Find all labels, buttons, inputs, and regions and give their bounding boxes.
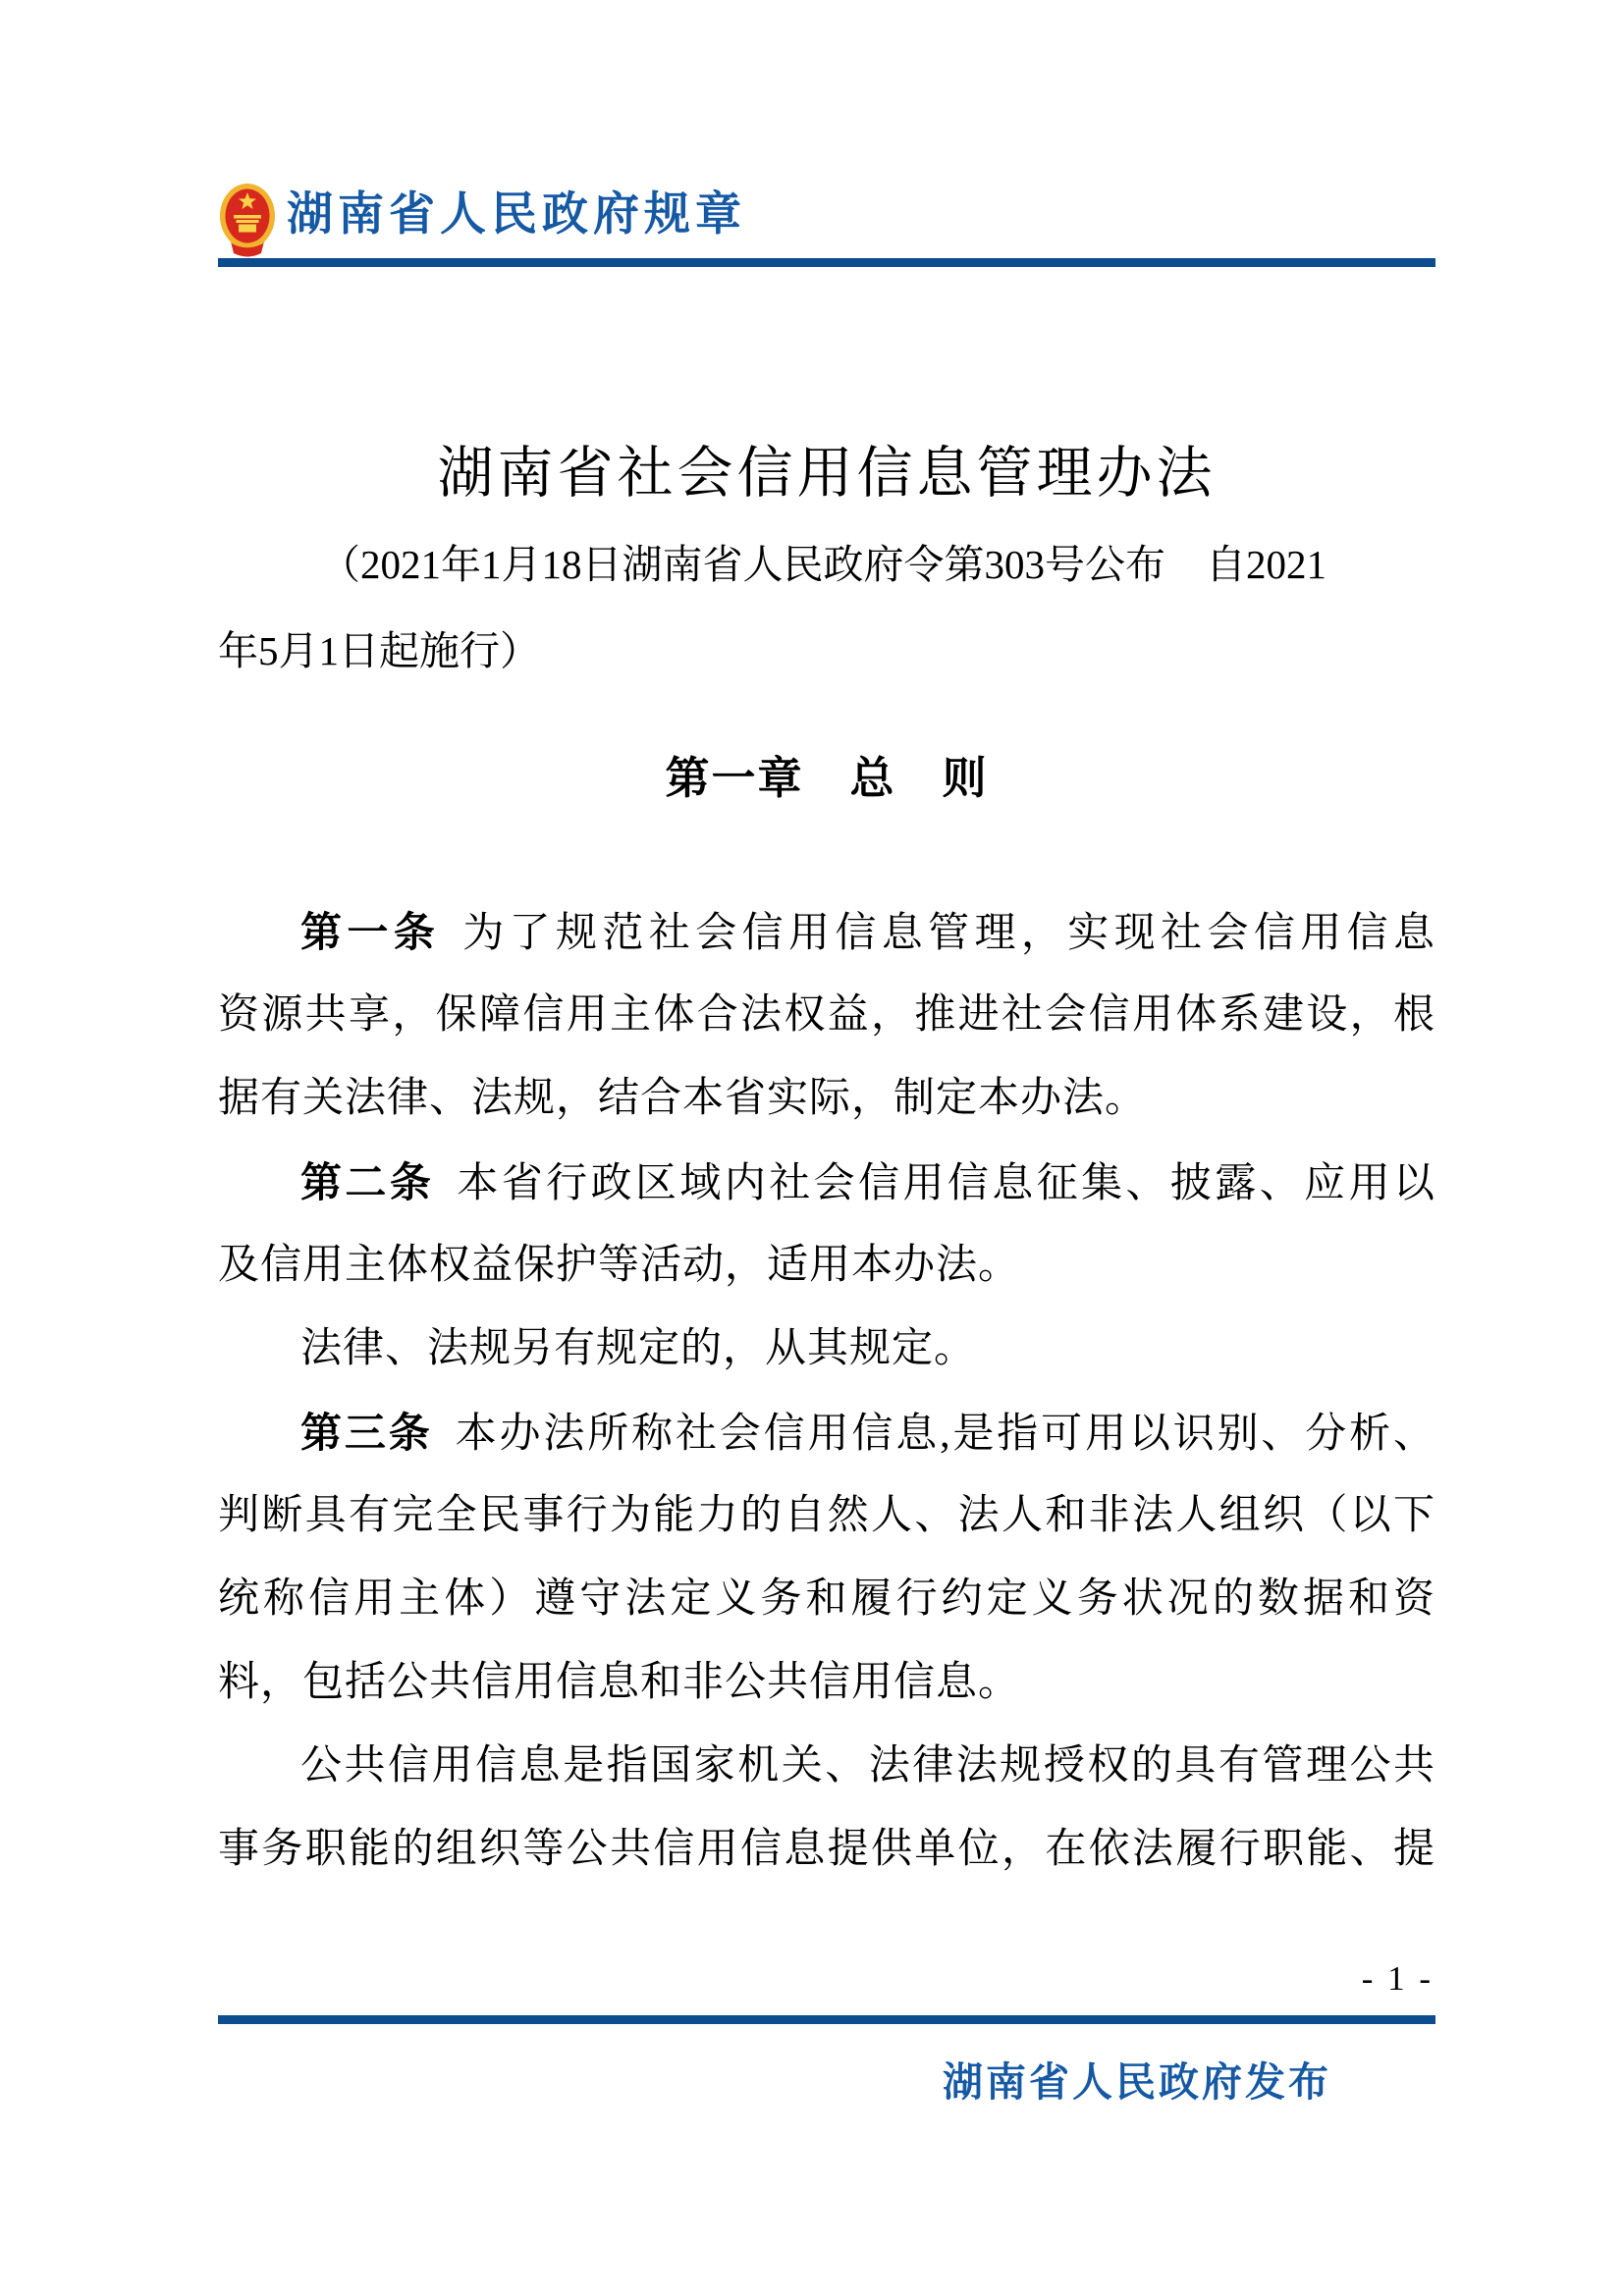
document-body: [218, 890, 1435, 1892]
article-number: 第二条: [300, 1159, 435, 1205]
article-number: 第三条: [300, 1410, 433, 1456]
body-text: 法律、法规另有规定的，从其规定。: [300, 1326, 977, 1371]
subtitle-line: （2021年1月18日湖南省人民政府令第303号公布 自2021: [320, 542, 1326, 587]
chapter-heading: 第一章 总 则: [665, 753, 989, 803]
body-line: [218, 1141, 1435, 1224]
body-text: 统称信用主体）遵守法定义务和履行约定义务状况的数据和资: [218, 1576, 1435, 1622]
body-text: 据有关法律、法规，结合本省实际，制定本办法。: [218, 1076, 1148, 1121]
article-number: 第一条: [300, 909, 441, 955]
subtitle-line: 年5月1日起施行）: [218, 628, 540, 673]
page-number: - 1 -: [1361, 1959, 1434, 1998]
body-line: [218, 1308, 1435, 1391]
body-line: [218, 1474, 1435, 1558]
body-line: [218, 1641, 1435, 1725]
body-text: 为了规范社会信用信息管理，实现社会信用信息: [462, 911, 1435, 956]
body-text: 本办法所称社会信用信息,是指可用以识别、分析、: [455, 1412, 1435, 1457]
footer-publisher-label: 湖南省人民政府发布: [943, 2059, 1331, 2105]
body-text: 公共信用信息是指国家机关、法律法规授权的具有管理公共: [300, 1743, 1435, 1789]
body-line: [218, 1057, 1435, 1141]
header-rule: [218, 258, 1435, 267]
china-national-emblem-icon: [219, 183, 276, 257]
body-line: [218, 1725, 1435, 1808]
body-text: 判断具有完全民事行为能力的自然人、法人和非法人组织（以下: [218, 1493, 1435, 1538]
body-line: [218, 890, 1435, 974]
body-line: [218, 1558, 1435, 1641]
body-text: 料，包括公共信用信息和非公共信用信息。: [218, 1660, 1021, 1705]
document-title: 湖南省社会信用信息管理办法: [437, 443, 1217, 505]
body-line: [218, 974, 1435, 1057]
body-text: 事务职能的组织等公共信用信息提供单位，在依法履行职能、提: [218, 1827, 1435, 1872]
footer-rule: [218, 2015, 1435, 2024]
body-line: [218, 1808, 1435, 1892]
header-agency-label: 湖南省人民政府规章: [287, 189, 746, 240]
body-text: 本省行政区域内社会信用信息征集、披露、应用以: [457, 1161, 1435, 1206]
document-subtitle: [218, 521, 1435, 694]
body-text: 及信用主体权益保护等活动，适用本办法。: [218, 1243, 1021, 1288]
body-text: 资源共享，保障信用主体合法权益，推进社会信用体系建设，根: [218, 992, 1435, 1038]
body-line: [218, 1224, 1435, 1308]
body-line: [218, 1391, 1435, 1474]
